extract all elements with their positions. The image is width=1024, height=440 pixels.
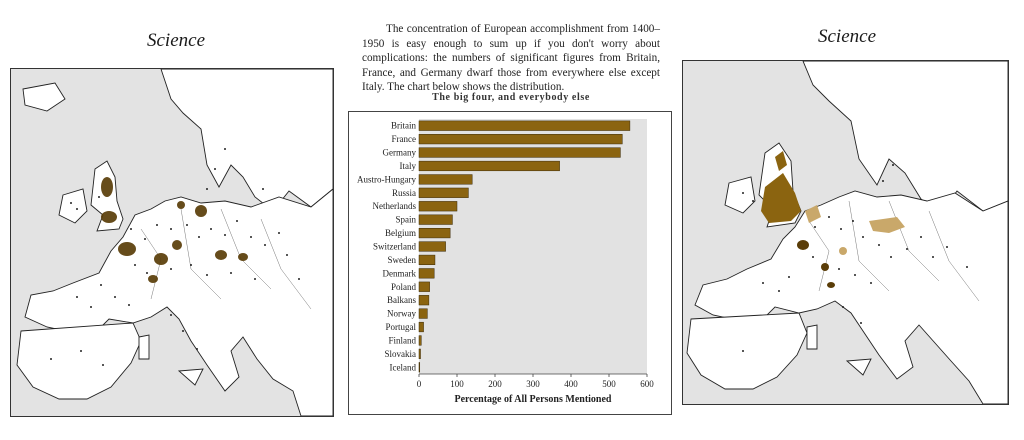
sicily-landmass bbox=[847, 359, 871, 375]
left-map bbox=[10, 68, 334, 417]
right-map bbox=[682, 60, 1009, 405]
x-tick-label: 100 bbox=[450, 379, 464, 389]
bar-russia bbox=[419, 188, 468, 198]
bar-iceland bbox=[419, 362, 420, 372]
intro-paragraph: The concentration of European accomplishment from 1400–1950 is easy enough to sum up if you don't worry about complications: the numbers of significant figures from Britain, France, and Germany dwarf those from everywhere else except Italy. The chart below shows the distribution. bbox=[362, 23, 660, 94]
bar-portugal bbox=[419, 322, 424, 332]
bar-poland bbox=[419, 282, 430, 292]
ireland-landmass bbox=[725, 177, 755, 213]
iberia-landmass bbox=[687, 313, 807, 389]
x-tick-label: 400 bbox=[564, 379, 578, 389]
category-label: Austro-Hungary bbox=[357, 174, 416, 185]
scandinavia-landmass bbox=[803, 61, 1008, 213]
category-label: Netherlands bbox=[372, 201, 416, 212]
bar-slovakia bbox=[419, 349, 421, 359]
bar-austro-hungary bbox=[419, 175, 472, 185]
category-label: Belgium bbox=[385, 228, 416, 239]
x-tick-label: 0 bbox=[416, 379, 422, 389]
right-map-svg bbox=[683, 61, 1008, 404]
bar-belgium bbox=[419, 228, 450, 238]
x-tick-label: 600 bbox=[640, 379, 654, 389]
category-label: Finland bbox=[388, 335, 416, 346]
bar-britain bbox=[419, 121, 630, 131]
sardinia-landmass bbox=[807, 325, 817, 349]
category-label: Iceland bbox=[389, 362, 416, 373]
bar-france bbox=[419, 134, 622, 144]
x-tick-label: 200 bbox=[488, 379, 502, 389]
category-label: Slovakia bbox=[384, 348, 416, 359]
category-label: Balkans bbox=[387, 295, 416, 306]
bar-switzerland bbox=[419, 242, 446, 252]
bar-germany bbox=[419, 148, 620, 158]
category-label: Denmark bbox=[382, 268, 416, 279]
bar-chart-svg bbox=[349, 112, 671, 414]
category-label: Poland bbox=[390, 281, 416, 292]
category-label: Russia bbox=[391, 187, 416, 198]
bar-sweden bbox=[419, 255, 435, 265]
x-tick-label: 300 bbox=[526, 379, 540, 389]
category-label: Switzerland bbox=[373, 241, 416, 252]
bar-balkans bbox=[419, 295, 429, 305]
bar-norway bbox=[419, 309, 427, 319]
scandinavia-landmass bbox=[161, 69, 333, 211]
category-label: Sweden bbox=[387, 254, 416, 265]
iceland-landmass bbox=[23, 83, 65, 111]
chart-title: The big four, and everybody else bbox=[432, 92, 590, 103]
category-label: Italy bbox=[399, 160, 416, 171]
ireland-landmass bbox=[59, 189, 87, 223]
sardinia-landmass bbox=[139, 335, 149, 359]
bar-netherlands bbox=[419, 201, 457, 211]
category-label: Germany bbox=[382, 147, 416, 158]
bar-finland bbox=[419, 336, 421, 346]
category-label: Spain bbox=[395, 214, 416, 225]
iberia-landmass bbox=[17, 323, 141, 399]
bar-chart bbox=[348, 111, 672, 415]
category-label: Portugal bbox=[385, 322, 416, 333]
bar-spain bbox=[419, 215, 452, 225]
left-map-svg bbox=[11, 69, 333, 416]
x-tick-label: 500 bbox=[602, 379, 616, 389]
x-axis-label: Percentage of All Persons Mentioned bbox=[454, 394, 612, 405]
bar-italy bbox=[419, 161, 560, 171]
right-map-title: Science bbox=[818, 26, 877, 47]
sicily-landmass bbox=[179, 369, 203, 385]
category-label: France bbox=[391, 134, 416, 145]
category-label: Britain bbox=[391, 120, 416, 131]
bar-denmark bbox=[419, 269, 434, 279]
category-label: Norway bbox=[387, 308, 416, 319]
left-map-title: Science bbox=[147, 30, 206, 51]
